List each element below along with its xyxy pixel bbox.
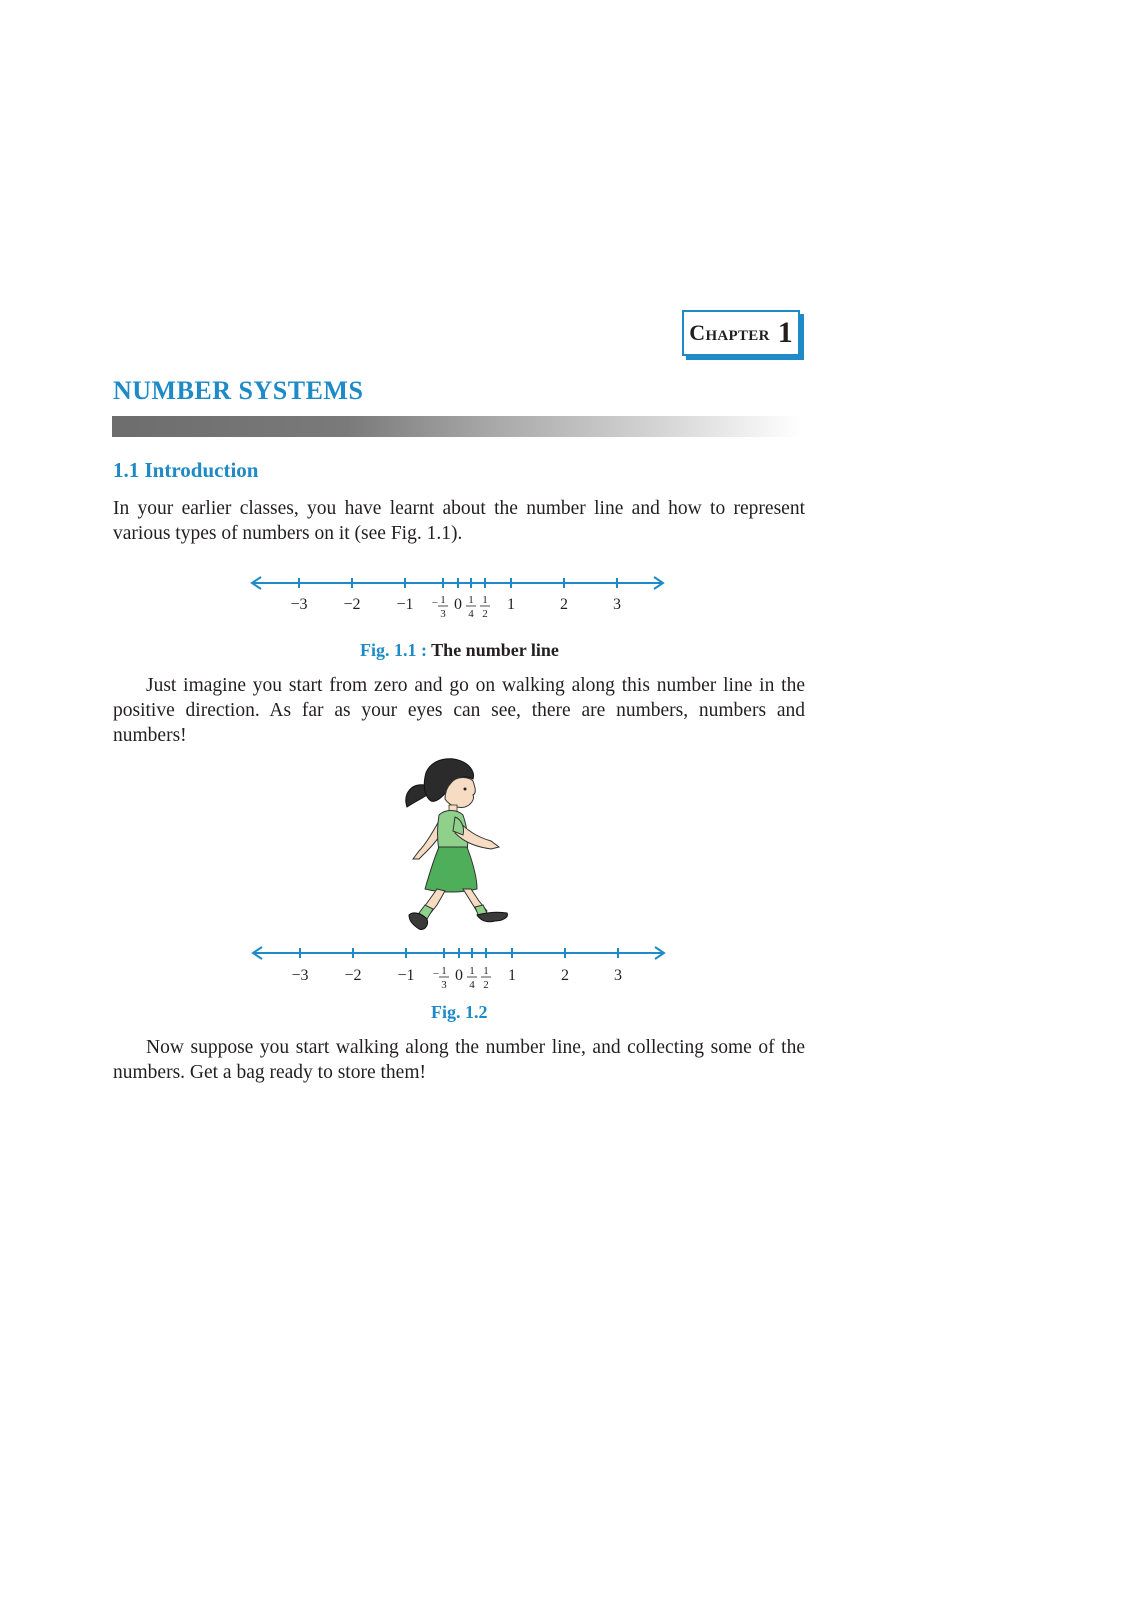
figure-label: Fig. 1.2 (431, 1002, 488, 1022)
title-gradient-bar (112, 416, 802, 437)
svg-text:−3: −3 (290, 596, 308, 613)
paragraph-collecting: Now suppose you start walking along the number line, and collecting some of the numbers. Get a bag ready to store them! (113, 1037, 805, 1083)
svg-text:4: 4 (469, 979, 475, 991)
svg-text:2: 2 (561, 967, 569, 984)
figure-caption-text: The number line (427, 640, 559, 660)
figure-label: Fig. 1.1 : (360, 640, 427, 660)
svg-text:3: 3 (613, 596, 621, 613)
svg-text:−1: −1 (397, 967, 415, 984)
svg-text:1: 1 (469, 965, 475, 977)
svg-text:3: 3 (440, 608, 446, 620)
walking-girl-illustration (395, 755, 520, 935)
svg-text:1: 1 (508, 967, 516, 984)
svg-text:−1: −1 (396, 596, 414, 613)
svg-text:−3: −3 (291, 967, 309, 984)
chapter-number: 1 (777, 316, 793, 349)
svg-text:2: 2 (482, 608, 488, 620)
svg-text:1: 1 (483, 965, 489, 977)
svg-text:1: 1 (482, 594, 488, 606)
svg-text:−: − (431, 597, 439, 609)
chapter-badge (682, 310, 800, 356)
svg-text:−2: −2 (343, 596, 361, 613)
svg-text:0: 0 (454, 596, 462, 613)
svg-text:2: 2 (483, 979, 489, 991)
section-heading: 1.1 Introduction (113, 458, 259, 482)
svg-text:1: 1 (440, 594, 446, 606)
svg-text:1: 1 (507, 596, 515, 613)
svg-text:−2: −2 (344, 967, 362, 984)
paragraph-intro: In your earlier classes, you have learnt about the number line and how to represent various types of numbers on it (see Fig. 1.1). (113, 498, 805, 544)
svg-text:1: 1 (468, 594, 474, 606)
svg-text:3: 3 (441, 979, 447, 991)
number-line-figure-2 (246, 940, 676, 995)
svg-text:3: 3 (614, 967, 622, 984)
svg-text:−: − (432, 968, 440, 980)
svg-text:1: 1 (441, 965, 447, 977)
figure-caption-1 (360, 640, 559, 661)
number-line-figure-1 (245, 570, 675, 625)
paragraph-walking: Just imagine you start from zero and go on walking along this number line in the positive direction. As far as your eyes can see, there are numbers, numbers and numbers! (113, 675, 805, 746)
chapter-title: NUMBER SYSTEMS (113, 376, 364, 405)
svg-text:0: 0 (455, 967, 463, 984)
figure-caption-2 (431, 1002, 488, 1023)
svg-text:4: 4 (468, 608, 474, 620)
svg-text:2: 2 (560, 596, 568, 613)
chapter-label: Chapter (689, 320, 770, 345)
